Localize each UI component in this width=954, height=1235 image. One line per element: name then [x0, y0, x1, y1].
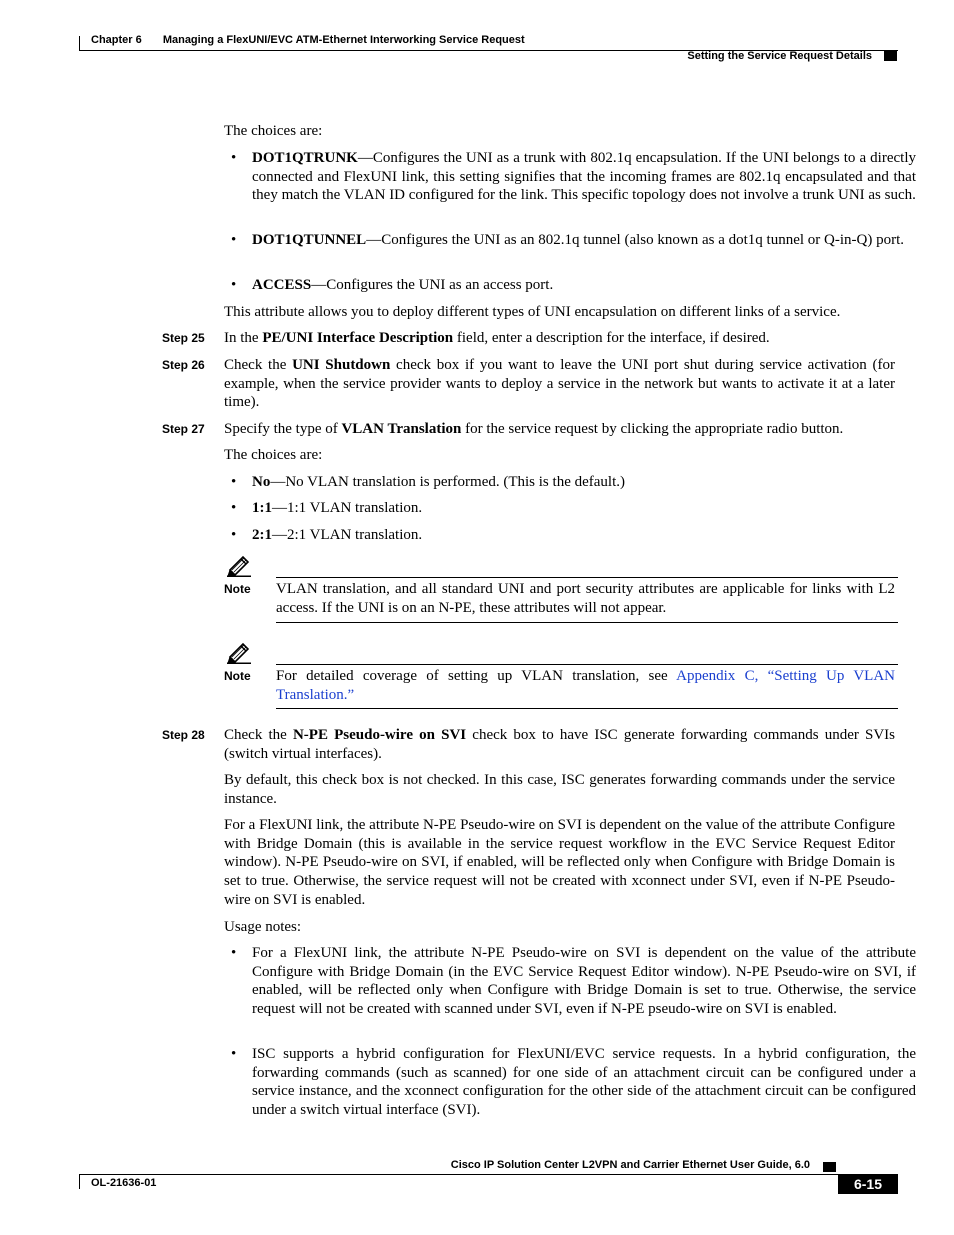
term: ACCESS [252, 277, 312, 293]
chapter-title: Managing a FlexUNI/EVC ATM-Ethernet Interworking Service Request [162, 34, 525, 46]
list-item-2-1: • 2:1—2:1 VLAN translation. [231, 526, 916, 545]
list-item-dot1qtrunk [231, 149, 916, 205]
footer-vertical-rule [79, 1174, 80, 1189]
list-item-access [231, 276, 916, 295]
default-paragraph: By default, this check box is not checked. In this case, ISC generates forwarding commands under the service instance. [224, 772, 895, 807]
step-26-label: Step 26 [162, 358, 205, 372]
section-title: Setting the Service Request Details [687, 50, 872, 62]
list-item-1-1: • 1:1—1:1 VLAN translation. [231, 499, 916, 518]
note-bottom-rule [276, 622, 898, 623]
note-top-rule [276, 577, 898, 578]
footer-doc-number: OL-21636-01 [91, 1177, 157, 1189]
list-item-no: • No—No VLAN translation is performed. (This is the default.) [231, 473, 916, 492]
item-text: —Configures the UNI as an 802.1q tunnel (also known as a dot1q tunnel or Q-in-Q) port. [366, 232, 905, 248]
item-text: —Configures the UNI as an access port. [311, 277, 554, 293]
term: DOT1QTUNNEL [252, 232, 367, 248]
term: DOT1QTRUNK [252, 150, 358, 166]
step-28-label: Step 28 [162, 728, 205, 742]
step-27-text: Specify the type of VLAN Translation for the service request by clicking the appropriate radio button. [224, 421, 844, 437]
note-top-rule [276, 664, 898, 665]
choices-intro-vlan: The choices are: [224, 447, 323, 463]
item-text: —Configures the UNI as a trunk with 802.1q encapsulation. If the UNI belongs to a directly connected and FlexUNI link, this setting signifies that the incoming frames are 802.1q encapsulated and that they match the VLAN ID configured for the link. This specific topology does not involve a trunk UNI as such. [252, 150, 916, 204]
flexuni-paragraph: For a FlexUNI link, the attribute N-PE Pseudo-wire on SVI is dependent on the value of the attribute Configure with Bridge Domain (this is available in the service request workflow in the EVC Service Request Editor window). N-PE Pseudo-wire on SVI, if enabled, will be reflected only when Configure with Bridge Domain is set to true. Otherwise, the service request will not be created with xconnect under SVI, even if N-PE Pseudo-wire on SVI is enabled. [224, 817, 895, 908]
note-label: Note [224, 669, 251, 683]
pencil-note-icon [226, 642, 252, 664]
note-text: VLAN translation, and all standard UNI and port security attributes are applicable for links with L2 access. If the UNI is on an N-PE, these attributes will not appear. [276, 581, 895, 616]
note-label: Note [224, 582, 251, 596]
footer-marker-block [823, 1162, 836, 1172]
pencil-note-icon [226, 555, 252, 577]
list-item-dot1qtunnel [231, 231, 916, 250]
step-28-text: Check the N-PE Pseudo-wire on SVI check box to have ISC generate forwarding commands under SVIs (switch virtual interfaces). [224, 727, 896, 762]
header-marker-block [884, 51, 897, 61]
header-vertical-rule [79, 36, 80, 51]
footer-rule [79, 1174, 898, 1175]
appendix-c-link[interactable]: Appendix C, “Setting Up VLAN Translation.” [276, 668, 896, 703]
list-item-usage-2: • ISC supports a hybrid configuration for FlexUNI/EVC service requests. In a hybrid configuration, the forwarding commands (such as scanned) for one side of an attachment circuit can be configured under a service instance, and the xconnect configuration for the other side of the attachment circuit can be configured under a switch virtual interface (SVI). [231, 1045, 916, 1120]
note-text: For detailed coverage of setting up VLAN translation, see Appendix C, “Setting Up VLAN Translation.” [276, 668, 896, 703]
note-bottom-rule [276, 708, 898, 709]
step-26-text: Check the UNI Shutdown check box if you want to leave the UNI port shut during service activation (for example, when the service provider wants to deploy a service in the network but wants to activate it at a later time). [224, 357, 896, 411]
usage-notes-heading: Usage notes: [224, 919, 302, 935]
footer-guide-title: Cisco IP Solution Center L2VPN and Carrier Ethernet User Guide, 6.0 [450, 1159, 810, 1171]
running-header [91, 34, 525, 46]
page-number: 6-15 [838, 1175, 898, 1194]
step-27-label: Step 27 [162, 422, 205, 436]
step-25-label: Step 25 [162, 331, 205, 345]
chapter-number: Chapter 6 [91, 34, 142, 46]
step-25-text: In the PE/UNI Interface Description field, enter a description for the interface, if desired. [224, 330, 770, 346]
choices-intro: The choices are: [224, 123, 323, 139]
attribute-paragraph: This attribute allows you to deploy different types of UNI encapsulation on different links of a service. [224, 304, 841, 320]
list-item-usage-1: • For a FlexUNI link, the attribute N-PE Pseudo-wire on SVI is dependent on the value of the attribute Configure with Bridge Domain (in the EVC Service Request Editor window). N-PE Pseudo-wire on SVI, if enabled, will be reflected only when Configure with Bridge Domain is set to true. Otherwise, the service request will not be created with scanned under SVI, even if N-PE pseudo-wire on SVI is enabled. [231, 944, 916, 1019]
